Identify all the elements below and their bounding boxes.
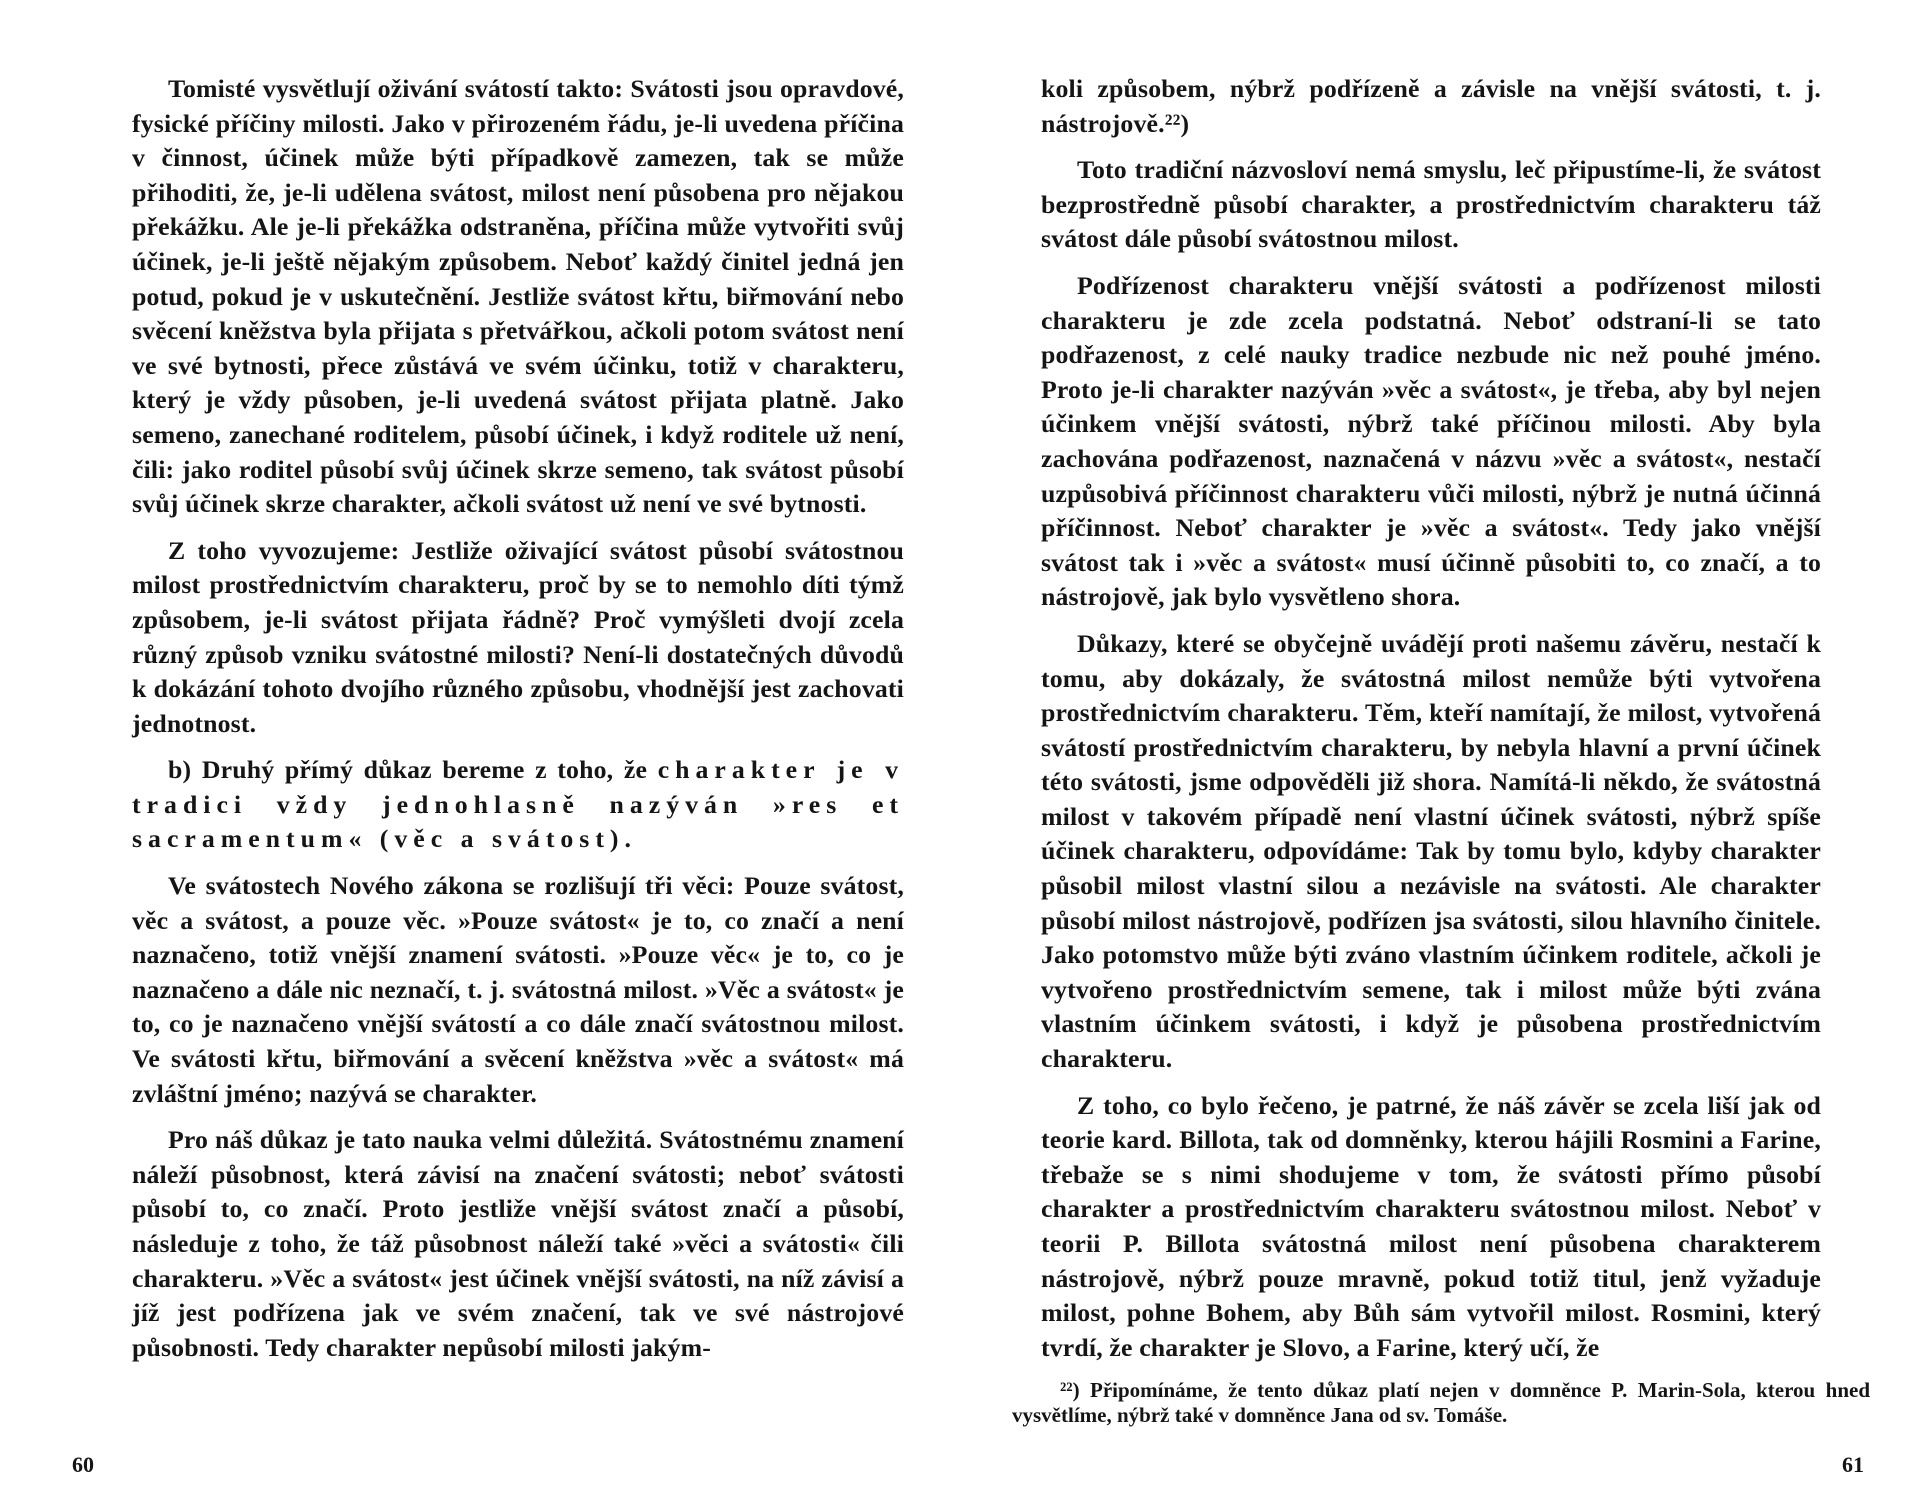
proof-heading-spaced: charakter je v tradici vždy jednohlasně nazýván »res et sacramentum« (věc a svátost).: [132, 755, 904, 854]
proof-heading: [132, 753, 904, 857]
paragraph: Z toho, co bylo řečeno, je patrné, že náš závěr se zcela liší jak od teorie kard. Billota, tak od domněnky, kterou hájili Rosmini a Farine, třebaže se s nimi shodujeme v tom, že svátosti přímo působí charakter a prostřednictvím charakteru svátostnou milost. Neboť v teorii P. Billota svátostná milost není působena charakterem nástrojově, nýbrž pouze mravně, pokud totiž titul, jenž vyžaduje milost, pohne Bohem, aby Bůh sám vytvořil milost. Rosmini, který tvrdí, že charakter je Slovo, a Farine, který učí, že: [1041, 1090, 1821, 1362]
left-text-column: [132, 72, 904, 1377]
right-text-column: [1041, 72, 1821, 1377]
paragraph: Tomisté vysvětlují oživání svátostí takto: Svátosti jsou opravdové, fysické příčiny milosti. Jako v přirozeném řádu, je-li uvedena příčina v činnost, účinek může býti případkově zamezen, tak se může přihoditi, že, je-li udělena svátost, milost není působena pro nějakou překážku. Ale je-li překážka odstraněna, příčina může vytvořiti svůj účinek, je-li ještě nějakým způsobem. Neboť každý činitel jedná jen potud, pokud je v uskutečnění. Jestliže svátost křtu, biřmování nebo svěcení kněžstva byla přijata s přetvářkou, ačkoli potom svátost není ve své bytnosti, přece zůstává ve svém účinku, totiž v charakteru, který je vždy působen, je-li uvedená svátost přijata platně. Jako semeno, zanechané roditelem, působí účinek, i když roditele už není, čili: jako roditel působí svůj účinek skrze semeno, tak svátost působí svůj účinek skrze charakter, ačkoli svátost už není ve své bytnosti.: [132, 74, 904, 519]
paragraph: Z toho vyvozujeme: Jestliže oživající svátost působí svátostnou milost prostřednictvím charakteru, proč by se to nemohlo díti týmž způsobem, je-li svátost přijata řádně? Proč vymýšleti dvojí zcela různý způsob vzniku svátostné milosti? Není-li dostatečných důvodů k dokázání tohoto dvojího různého způsobu, vhodnější jest zachovati jednotnost.: [132, 535, 904, 738]
paragraph: Pro náš důkaz je tato nauka velmi důležitá. Svátostnému znamení náleží působnost, která závisí na značení svátosti; neboť svátosti působí to, co značí. Proto jestliže vnější svátost značí a působí, následuje z toho, že táž působnost náleží také »věci a svátosti« čili charakteru. »Věc a svátost« jest účinek vnější svátosti, na níž závisí a jíž jest podřízena jak ve svém značení, tak ve své nástrojové působnosti. Tedy charakter nepůsobí milosti jakým-: [132, 1125, 904, 1362]
paragraph: koli způsobem, nýbrž podřízeně a závisle na vnější svátosti, t. j. nástrojově.²²): [1041, 74, 1821, 138]
right-page: [966, 0, 1932, 1500]
page-number-left: 60: [72, 1452, 94, 1477]
paragraph: Ve svátostech Nového zákona se rozlišují tři věci: Pouze svátost, věc a svátost, a pouze věc. »Pouze svátost« je to, co značí a není naznačeno, totiž vnější znamení svátosti. »Pouze věc« je to, co je naznačeno a dále nic neznačí, t. j. svátostná milost. »Věc a svátost« je to, co je naznačeno vnější svátostí a co dále značí svátostnou milost. Ve svátosti křtu, biřmování a svěcení kněžstva »věc a svátost« má zvláštní jméno; nazývá se charakter.: [132, 871, 904, 1108]
page-number-right: 61: [1842, 1452, 1864, 1477]
paragraph: Toto tradiční názvosloví nemá smyslu, leč připustíme-li, že svátost bezprostředně působí charakter, a prostřednictvím charakteru táž svátost dále působí svátostnou milost.: [1041, 155, 1821, 254]
paragraph: Podřízenost charakteru vnější svátosti a podřízenost milosti charakteru je zde zcela podstatná. Neboť odstraní-li se tato podřazenost, z celé nauky tradice nezbude nic než pouhé jméno. Proto je-li charakter nazýván »věc a svátost«, je třeba, aby byl nejen účinkem vnější svátosti, nýbrž také příčinou milosti. Aby byla zachována podřazenost, naznačená v názvu »věc a svátost«, nestačí uzpůsobivá příčinnost charakteru vůči milosti, nýbrž je nutná účinná příčinnost. Neboť charakter je »věc a svátost«. Tedy jako vnější svátost tak i »věc a svátost« musí účinně působiti to, co značí, a to nástrojově, jak bylo vysvětleno shora.: [1041, 270, 1821, 612]
paragraph: Důkazy, které se obyčejně uvádějí proti našemu závěru, nestačí k tomu, aby dokázaly, že svátostná milost nemůže býti vytvořena prostřednictvím charakteru. Těm, kteří namítají, že milost, vytvořená svátostí prostřednictvím charakteru, by nebyla hlavní a první účinek této svátosti, jsme odpověděli již shora. Namítá-li někdo, že svátostná milost v takovém případě není vlastní účinek svátosti, nýbrž spíše účinek charakteru, odpovídáme: Tak by tomu bylo, kdyby charakter působil milost vlastní silou a nezávisle na svátosti. Ale charakter působí milost nástrojově, podřízen jsa svátosti, silou hlavního činitele. Jako potomstvo může býti zváno vlastním účinkem roditele, ačkoli je vytvořeno prostřednictvím semene, tak i milost může býti zvána vlastním účinkem svátosti, i když je působena prostřednictvím charakteru.: [1041, 628, 1821, 1074]
footnote: ²²) Připomínáme, že tento důkaz platí nejen v domněnce P. Marin-Sola, kterou hned vysvětlíme, nýbrž také v domněnce Jana od sv. Tomáše.: [1012, 1378, 1870, 1427]
proof-heading-lead: b) Druhý přímý důkaz bereme z toho, že: [168, 755, 648, 785]
